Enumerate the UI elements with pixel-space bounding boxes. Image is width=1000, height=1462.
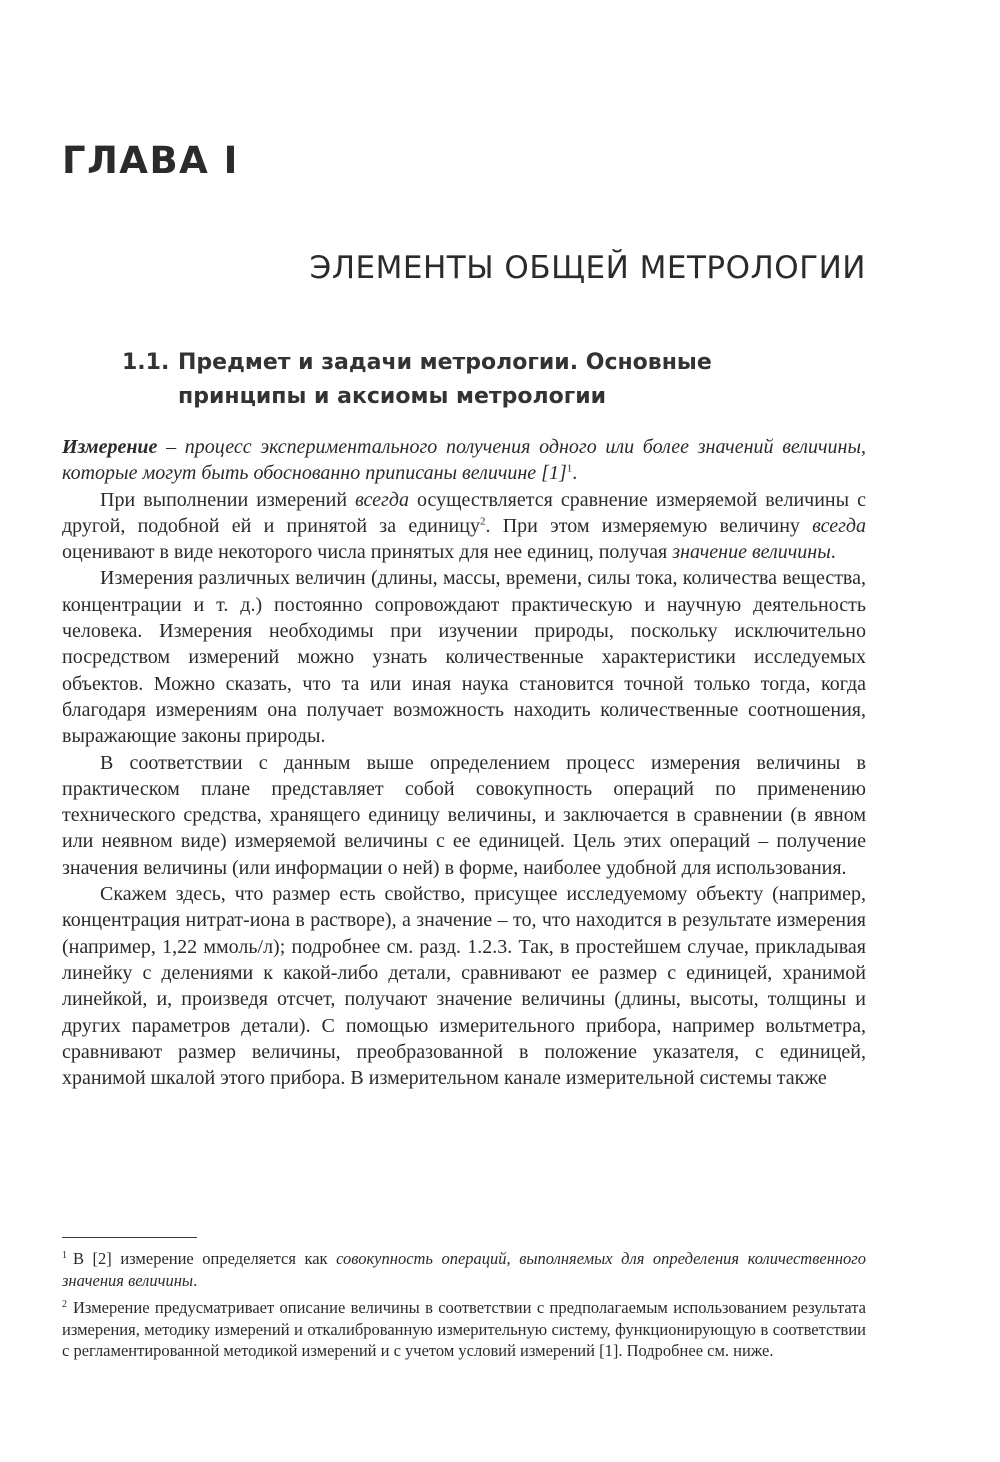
para1-emphasis-b: всегда: [812, 514, 866, 537]
footnote-divider: [62, 1237, 197, 1238]
footnote-2-number: 2: [62, 1298, 67, 1310]
para1-text-b: осуществляется сравнение измеряемой величины с другой, подобной ей и принятой за единицу: [62, 488, 866, 537]
section-title-line2: принципы и аксиомы метрологии: [178, 384, 607, 409]
section-heading: [122, 346, 882, 414]
paragraph-1: [62, 487, 866, 566]
paragraph-3: В соответствии с данным выше определением процесс измерения величины в практическом плане представляет собой совокупность операций по применению технического средства, хранящего единицу величины, и заключается в сравнении (в явном или неявном виде) измеряемой величины с ее единицей. Цель этих операций – получение значения величины (или информации о ней) в форме, наиболее удобной для использования.: [62, 751, 866, 879]
footnote-2: [62, 1297, 866, 1362]
footnote-1-end: .: [193, 1270, 198, 1290]
footnote-ref-1: 1: [566, 462, 573, 475]
section-number: 1.1.: [122, 350, 170, 375]
definition-term: Измерение: [62, 436, 158, 458]
footnote-1-emphasis: совокупность операций, выполняемых для определения количественного значения величины: [62, 1249, 866, 1290]
footnote-1-text: В [2] измерение определяется как: [73, 1249, 337, 1268]
footnote-ref-2: 2: [479, 515, 486, 528]
para1-text-c: . При этом измеряемую величину: [485, 514, 813, 537]
para1-emphasis-a: всегда: [355, 488, 409, 511]
definition-text: – процесс экспериментального получения одного или более значений величины, которые могут быть обоснованно приписаны величине [1]: [62, 436, 866, 485]
para1-text-a: При выполнении измерений: [100, 488, 356, 511]
para1-text-d: оценивают в виде некоторого числа принятых для нее единиц, получая: [62, 541, 673, 564]
footnote-2-text: Измерение предусматривает описание величины в соответствии с предполагаемым использованием результата измерения, методику измерений и откалиброванную измерительную систему, функционирующую в соответствии с регламентированной методикой измерений и с учетом условий измерений [1]. Подробнее см. ниже.: [62, 1298, 866, 1360]
footnote-1: [62, 1248, 866, 1291]
footnote-1-number: 1: [62, 1249, 67, 1261]
para1-emphasis-c: значение величины: [672, 541, 831, 564]
definition-end: .: [572, 462, 578, 485]
chapter-title: ЭЛЕМЕНТЫ ОБЩЕЙ МЕТРОЛОГИИ: [309, 250, 866, 286]
paragraph-4: Скажем здесь, что размер есть свойство, присущее исследуемому объекту (например, концентрация нитрат-иона в растворе), а значение – то, что находится в результате измерения (например, 1,22 ммоль/л); подробнее см. разд. 1.2.3. Так, в простейшем случае, прикладывая линейку с делениями к какой-либо детали, сравнивают ее размер с единицей, хранимой линейкой, и, произведя отсчет, получают значение величины (длины, высоты, толщины и других параметров детали). С помощью измерительного прибора, например вольтметра, сравнивают размер величины, преобразованной в положение указателя, с единицей, хранимой шкалой этого прибора. В измерительном канале измерительной системы также: [62, 883, 866, 1090]
chapter-label: ГЛАВА I: [62, 139, 239, 182]
para1-text-e: .: [830, 541, 836, 564]
main-text: [62, 434, 866, 1091]
paragraph-2: Измерения различных величин (длины, массы, времени, силы тока, количества вещества, концентрации и т. д.) постоянно сопровождают практическую и научную деятельность человека. Измерения необходимы при изучении природы, поскольку исключительно посредством измерений можно узнать количественные характеристики исследуемых объектов. Можно сказать, что та или иная наука становится точной только тогда, когда благодаря измерениям она получает возможность находить количественные соотношения, выражающие законы природы.: [62, 567, 866, 748]
footnotes: [62, 1248, 866, 1368]
definition-paragraph: [62, 434, 866, 487]
section-title-line1: Предмет и задачи метрологии. Основные: [178, 350, 712, 375]
